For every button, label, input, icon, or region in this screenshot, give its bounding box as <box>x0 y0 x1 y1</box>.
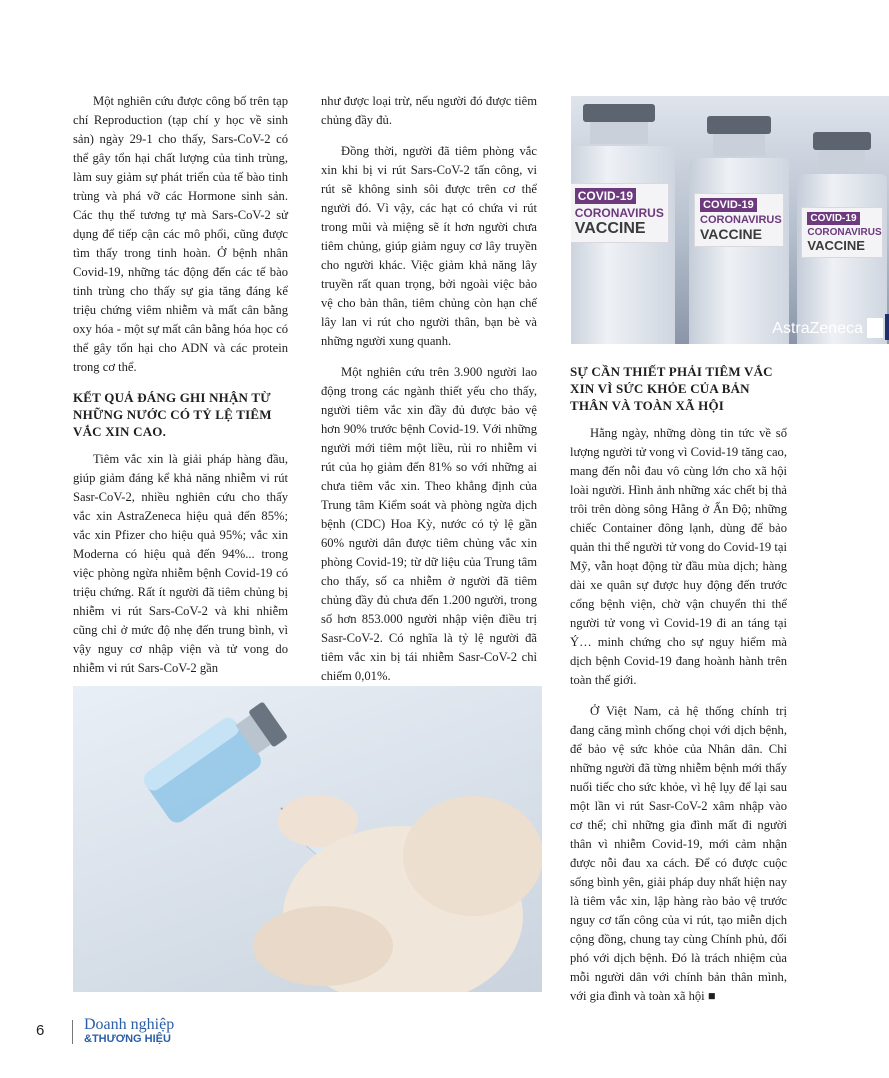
section-heading-necessity: SỰ CẦN THIẾT PHẢI TIÊM VẮC XIN VÌ SỨC KHỎE CỦA BẢN THÂN VÀ TOÀN XÃ HỘI <box>570 364 773 413</box>
photo-edge-mark <box>885 314 889 340</box>
vial-center <box>689 116 789 344</box>
vial-label-center <box>695 194 783 246</box>
article-column-2 <box>321 92 537 698</box>
vial-label-vaccine: VACCINE <box>807 238 865 253</box>
vial-label-subtitle: CORONAVIRUS <box>574 206 664 220</box>
vial-right <box>797 132 887 344</box>
column3-paragraph-1: Hằng ngày, những dòng tin tức về số lượng người tử vong vì Covid-19 tăng cao, mang đến nỗi đau vô cùng lớn cho xã hội loài người. Hình ảnh những xác chết bị thả trôi trên dòng sông Hằng ở Ấn Độ; những chiếc Container đông lạnh, dùng để bảo quản thi thể người tử vong do Covid-19 tại Mỹ, vẫn hoạt động từ đầu mùa dịch; hàng dài xe quân sự được huy động đến trước cổng bệnh viện, chờ vận chuyển thi thể người tử vong vì Covid-19 đi an táng tại Ý… minh chứng cho sự nguy hiểm mà dịch bệnh Covid-19 đang hoành hành trên toàn thế giới. <box>570 426 787 687</box>
magazine-logo-line2: &THƯƠNG HIỆU <box>84 1033 171 1045</box>
vial-label-vaccine: VACCINE <box>700 226 762 242</box>
vial-label-title: COVID-19 <box>700 198 757 212</box>
vial-label-right <box>802 208 881 257</box>
column2-paragraph-1: như được loại trừ, nếu người đó được tiêm chủng đầy đủ. <box>321 94 537 127</box>
column1-paragraph-1: Một nghiên cứu được công bố trên tạp chí Reproduction (tạp chí y học về sinh sản) ngày 29-1 cho thấy, Sars-CoV-2 có thể gây tổn hại chất lượng của tinh trùng, làm suy giảm sự phát triển của tế bào tinh trùng và phá vỡ các Hormone sinh sản. Các thụ thể tương tự mà Sars-CoV-2 sử dụng để tiếp cận các mô phổi, cũng được tìm thấy trong tinh hoàn. Ở bệnh nhân Covid-19, những tác động đến các tế bào tinh trùng cho thấy sự gia tăng đáng kể triệu chứng viêm nhiễm và mất cân bằng oxy hóa - một sự mất cân bằng hóa học có thể gây tổn hại cho ADN và các protein trong cơ thể. <box>73 94 288 374</box>
section-heading-results: KẾT QUẢ ĐÁNG GHI NHẬN TỪ NHỮNG NƯỚC CÓ TỶ LỆ TIÊM VẮC XIN CAO. <box>73 390 272 439</box>
vial-label-subtitle: CORONAVIRUS <box>700 214 782 226</box>
magazine-logo-line1: Doanh nghiệp <box>84 1016 175 1033</box>
vial-label-title: COVID-19 <box>807 212 859 225</box>
column3-paragraph-2: Ở Việt Nam, cả hệ thống chính trị đang căng mình chống chọi với dịch bệnh, để bảo vệ sức khỏe của Nhân dân. Chỉ những người đã từng nhiễm bệnh mới thấy nuối tiếc cho sức khỏe, vì hệ lụy để lại sau một lần vi rút Sasr-CoV-2 xâm nhập vào cơ thể; chỉ những gia đình mất đi người thân vì nhiễm Covid-19, mới cảm nhận được nỗi đau xa cách. Để có được cuộc sống bình yên, giải pháp duy nhất hiện nay là tiêm vắc xin, lập hàng rào bảo vệ trước nguy cơ tấn công của vi rút, tạo miễn dịch cộng đồng, chung tay cùng Chính phủ, đối phó với dịch bệnh. Đó là trách nhiệm của mỗi người dân với chính bản thân mình, với gia đình và toàn xã hội ■ <box>570 704 787 1003</box>
page-number: 6 <box>36 1022 45 1039</box>
column1-paragraph-2: Tiêm vắc xin là giải pháp hàng đầu, giúp giảm đáng kể khả năng nhiễm vi rút Sasr-CoV-2, nhiều nghiên cứu cho thấy vắc xin AstraZeneca hiệu quả đến 85%; vắc xin Pfizer cho hiệu quả 95%; vắc xin Moderna có hiệu quả đến 94%... trong việc phòng ngừa nhiễm bệnh Covid-19 có triệu chứng. Rất ít người đã tiêm chủng bị nhiễm vi rút Sars-CoV-2 và khi nhiễm cũng chỉ ở mức độ nhẹ đến trung bình, vì vậy nguy cơ nhập viện và tử vong do nhiễm vi rút Sars-CoV-2 gần <box>73 452 288 675</box>
column2-paragraph-3: Một nghiên cứu trên 3.900 người lao động trong các ngành thiết yếu cho thấy, người tiêm vắc xin đầy đủ được bảo vệ hơn 90% trước bệnh Covid-19. Với những người mới tiêm một liều, rủi ro nhiễm vi rút của họ giảm đến 81% so với những ai chưa tiêm vắc xin. Theo khẳng định của Trung tâm Kiểm soát và phòng ngừa dịch bệnh (CDC) Hoa Kỳ, nước có tỷ lệ gần 60% người dân được tiêm chủng vắc xin phòng Covid-19; từ dữ liệu của Trung tâm cho thấy, số ca nhiễm ở người đã tiêm chủng đầy đủ chưa đến 1.200 người, trong số hơn 853.000 người nhập viện điều trị Sasr-CoV-2. Có nghĩa là tỷ lệ người đã tiêm vắc xin bị tái nhiễm Sasr-CoV-2 chỉ chiếm 0,01%. <box>321 365 537 683</box>
vial-label-vaccine: VACCINE <box>574 220 646 237</box>
syringe-vial-photo <box>73 686 542 992</box>
astrazeneca-logo-icon <box>867 318 883 338</box>
article-column-1 <box>73 92 288 690</box>
astrazeneca-logo-text: AstraZeneca <box>772 320 863 337</box>
syringe-illustration <box>73 686 542 992</box>
vial-label-title: COVID-19 <box>575 188 636 204</box>
column2-paragraph-2: Đồng thời, người đã tiêm phòng vắc xin khi bị vi rút Sars-CoV-2 tấn công, vi rút sẽ không sinh sôi được trên cơ thể người đó. Vì vậy, các hạt có chứa vi rút trong mũi và miệng sẽ ít hơn người chưa tiêm chủng, giúp giảm nguy cơ lây truyền cho người khác. Việc giảm khả năng lây truyền rất quan trọng, bởi ngoài việc bảo vệ cho bản thân, tiêm chủng còn hạn chế lây lan vi rút cho người thân, bạn bè và những người xung quanh. <box>321 144 537 348</box>
article-column-3 <box>570 363 787 1018</box>
vial-label-left <box>571 184 668 242</box>
vaccine-vials-photo <box>571 96 889 344</box>
footer-divider <box>72 1020 73 1044</box>
vial-left <box>571 104 675 344</box>
magazine-logo <box>84 1018 174 1046</box>
vial-label-subtitle: CORONAVIRUS <box>807 227 882 238</box>
